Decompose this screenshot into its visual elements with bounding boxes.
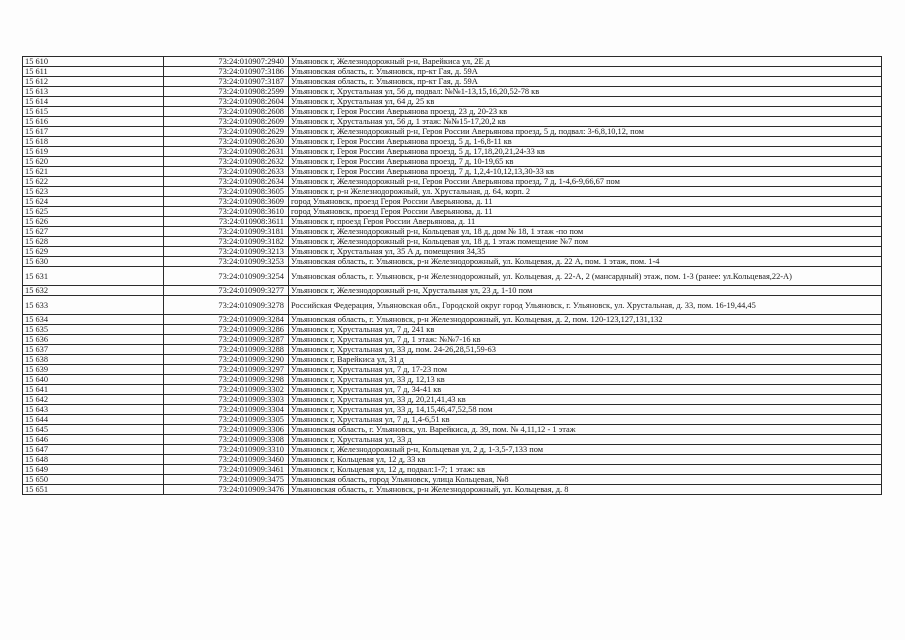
address-cell: Ульяновск г, Героя России Аверьянова проезд, 5 д, 17,18,20,21,24-33 кв — [289, 147, 882, 157]
address-cell: Ульяновск г, Хрустальная ул, 7 д, 34-41 кв — [289, 385, 882, 395]
cadastral-number-cell: 73:24:010908:2634 — [164, 177, 289, 187]
cadastral-number-cell: 73:24:010909:3181 — [164, 227, 289, 237]
table-row — [23, 485, 882, 495]
row-number-cell: 15 644 — [23, 415, 164, 425]
table-row — [23, 87, 882, 97]
registry-table — [22, 56, 882, 495]
cadastral-number-cell: 73:24:010907:3186 — [164, 67, 289, 77]
table-row — [23, 435, 882, 445]
address-cell: город Ульяновск, проезд Героя России Аверьянова, д. 11 — [289, 197, 882, 207]
cadastral-number-cell: 73:24:010908:2599 — [164, 87, 289, 97]
row-number-cell: 15 626 — [23, 217, 164, 227]
row-number-cell: 15 616 — [23, 117, 164, 127]
table-row — [23, 207, 882, 217]
row-number-cell: 15 621 — [23, 167, 164, 177]
row-number-cell: 15 634 — [23, 315, 164, 325]
address-cell: Ульяновская область, г. Ульяновск, пр-кт Гая, д. 59А — [289, 77, 882, 87]
address-cell: город Ульяновск, проезд Героя России Аверьянова, д. 11 — [289, 207, 882, 217]
address-cell: Ульяновск г, Железнодорожный р-н, Героя России Аверьянова проезд, 5 д, подвал: 3-6,8,10,12, пом — [289, 127, 882, 137]
address-cell: Ульяновск г, Героя России Аверьянова проезд, 23 д, 20-23 кв — [289, 107, 882, 117]
cadastral-number-cell: 73:24:010909:3182 — [164, 237, 289, 247]
row-number-cell: 15 643 — [23, 405, 164, 415]
cadastral-number-cell: 73:24:010909:3475 — [164, 475, 289, 485]
row-number-cell: 15 617 — [23, 127, 164, 137]
cadastral-number-cell: 73:24:010909:3306 — [164, 425, 289, 435]
address-cell: Ульяновск г, Кольцевая ул, 12 д, подвал:1-7; 1 этаж: кв — [289, 465, 882, 475]
cadastral-number-cell: 73:24:010909:3460 — [164, 455, 289, 465]
row-number-cell: 15 637 — [23, 345, 164, 355]
table-row — [23, 177, 882, 187]
cadastral-number-cell: 73:24:010909:3286 — [164, 325, 289, 335]
address-cell: Ульяновск г, Железнодорожный р-н, Кольцевая ул, 18 д, дом № 18, 1 этаж -по пом — [289, 227, 882, 237]
registry-table-body — [23, 57, 882, 495]
table-row — [23, 127, 882, 137]
table-row — [23, 395, 882, 405]
cadastral-number-cell: 73:24:010909:3213 — [164, 247, 289, 257]
address-cell: Ульяновск г, Железнодорожный р-н, Кольцевая ул, 2 д, 1-3,5-7,133 пом — [289, 445, 882, 455]
address-cell: Ульяновск г, р-н Железнодорожный, ул. Хрустальная, д. 64, корп. 2 — [289, 187, 882, 197]
cadastral-number-cell: 73:24:010909:3305 — [164, 415, 289, 425]
address-cell: Ульяновская область, г. Ульяновск, р-н Железнодорожный, ул. Кольцевая, д. 2, пом. 120-123,127,131,132 — [289, 315, 882, 325]
table-row — [23, 355, 882, 365]
address-cell: Ульяновск г, Хрустальная ул, 35 А д, помещения 34,35 — [289, 247, 882, 257]
row-number-cell: 15 620 — [23, 157, 164, 167]
row-number-cell: 15 611 — [23, 67, 164, 77]
address-cell: Ульяновск г, Хрустальная ул, 7 д, 241 кв — [289, 325, 882, 335]
table-row — [23, 445, 882, 455]
cadastral-number-cell: 73:24:010908:3611 — [164, 217, 289, 227]
row-number-cell: 15 615 — [23, 107, 164, 117]
address-cell: Ульяновск г, Хрустальная ул, 56 д, 1 этаж: №№15-17,20,2 кв — [289, 117, 882, 127]
table-row — [23, 257, 882, 267]
row-number-cell: 15 625 — [23, 207, 164, 217]
cadastral-number-cell: 73:24:010909:3310 — [164, 445, 289, 455]
address-cell: Ульяновск г, Хрустальная ул, 33 д, 14,15,46,47,52,58 пом — [289, 405, 882, 415]
address-cell: Ульяновск г, Хрустальная ул, 7 д, 1 этаж: №№7-16 кв — [289, 335, 882, 345]
cadastral-number-cell: 73:24:010908:2608 — [164, 107, 289, 117]
cadastral-number-cell: 73:24:010909:3302 — [164, 385, 289, 395]
table-row — [23, 415, 882, 425]
table-row — [23, 97, 882, 107]
address-cell: Ульяновск г, Героя России Аверьянова проезд, 7 д, 10-19,65 кв — [289, 157, 882, 167]
table-row — [23, 67, 882, 77]
address-cell: Ульяновск г, Хрустальная ул, 56 д, подвал: №№1-13,15,16,20,52-78 кв — [289, 87, 882, 97]
table-row — [23, 296, 882, 315]
row-number-cell: 15 613 — [23, 87, 164, 97]
address-cell: Ульяновск г, Железнодорожный р-н, Варейкиса ул, 2Е д — [289, 57, 882, 67]
cadastral-number-cell: 73:24:010909:3308 — [164, 435, 289, 445]
row-number-cell: 15 642 — [23, 395, 164, 405]
cadastral-number-cell: 73:24:010909:3253 — [164, 257, 289, 267]
table-row — [23, 365, 882, 375]
address-cell: Ульяновск г, проезд Героя России Аверьянова, д. 11 — [289, 217, 882, 227]
cadastral-number-cell: 73:24:010909:3461 — [164, 465, 289, 475]
row-number-cell: 15 619 — [23, 147, 164, 157]
address-cell: Ульяновск г, Хрустальная ул, 64 д, 25 кв — [289, 97, 882, 107]
table-row — [23, 325, 882, 335]
address-cell: Ульяновск г, Железнодорожный р-н, Героя России Аверьянова проезд, 7 д, 1-4,6-9,66,67 пом — [289, 177, 882, 187]
cadastral-number-cell: 73:24:010908:2629 — [164, 127, 289, 137]
row-number-cell: 15 648 — [23, 455, 164, 465]
cadastral-number-cell: 73:24:010908:2632 — [164, 157, 289, 167]
table-row — [23, 405, 882, 415]
table-row — [23, 465, 882, 475]
table-row — [23, 197, 882, 207]
address-cell: Российская Федерация, Ульяновская обл., Городской округ город Ульяновск, г. Ульяновск, ул. Хрустальная, д. 33, пом. 16-19,44,45 — [289, 296, 882, 315]
address-cell: Ульяновск г, Героя России Аверьянова проезд, 7 д, 1,2,4-10,12,13,30-33 кв — [289, 167, 882, 177]
table-row — [23, 247, 882, 257]
row-number-cell: 15 624 — [23, 197, 164, 207]
table-row — [23, 315, 882, 325]
row-number-cell: 15 633 — [23, 296, 164, 315]
cadastral-number-cell: 73:24:010908:2604 — [164, 97, 289, 107]
row-number-cell: 15 612 — [23, 77, 164, 87]
table-row — [23, 345, 882, 355]
address-cell: Ульяновск г, Железнодорожный р-н, Кольцевая ул, 18 д, 1 этаж помещение №7 пом — [289, 237, 882, 247]
cadastral-number-cell: 73:24:010909:3254 — [164, 267, 289, 286]
table-row — [23, 57, 882, 67]
row-number-cell: 15 639 — [23, 365, 164, 375]
table-row — [23, 335, 882, 345]
address-cell: Ульяновск г, Героя России Аверьянова проезд, 5 д, 1-6,8-11 кв — [289, 137, 882, 147]
address-cell: Ульяновская область, г. Ульяновск, ул. Варейкиса, д. 39, пом. № 4,11,12 - 1 этаж — [289, 425, 882, 435]
row-number-cell: 15 631 — [23, 267, 164, 286]
table-row — [23, 157, 882, 167]
address-cell: Ульяновская область, г. Ульяновск, р-н Железнодорожный, ул. Кольцевая, д. 22 А, пом. 1 этаж, пом. 1-4 — [289, 257, 882, 267]
address-cell: Ульяновск г, Варейкиса ул, 31 д — [289, 355, 882, 365]
address-cell: Ульяновск г, Хрустальная ул, 33 д, пом. 24-26,28,51,59-63 — [289, 345, 882, 355]
row-number-cell: 15 629 — [23, 247, 164, 257]
table-row — [23, 385, 882, 395]
table-row — [23, 237, 882, 247]
cadastral-number-cell: 73:24:010909:3284 — [164, 315, 289, 325]
table-row — [23, 147, 882, 157]
row-number-cell: 15 649 — [23, 465, 164, 475]
table-row — [23, 286, 882, 296]
cadastral-number-cell: 73:24:010908:3605 — [164, 187, 289, 197]
table-row — [23, 455, 882, 465]
table-row — [23, 77, 882, 87]
row-number-cell: 15 650 — [23, 475, 164, 485]
cadastral-number-cell: 73:24:010909:3277 — [164, 286, 289, 296]
row-number-cell: 15 636 — [23, 335, 164, 345]
cadastral-number-cell: 73:24:010909:3290 — [164, 355, 289, 365]
row-number-cell: 15 635 — [23, 325, 164, 335]
address-cell: Ульяновск г, Хрустальная ул, 7 д, 17-23 пом — [289, 365, 882, 375]
row-number-cell: 15 632 — [23, 286, 164, 296]
cadastral-number-cell: 73:24:010909:3278 — [164, 296, 289, 315]
address-cell: Ульяновская область, город Ульяновск, улица Кольцевая, №8 — [289, 475, 882, 485]
address-cell: Ульяновск г, Хрустальная ул, 33 д — [289, 435, 882, 445]
table-row — [23, 375, 882, 385]
row-number-cell: 15 647 — [23, 445, 164, 455]
table-row — [23, 227, 882, 237]
row-number-cell: 15 638 — [23, 355, 164, 365]
cadastral-number-cell: 73:24:010908:2633 — [164, 167, 289, 177]
cadastral-number-cell: 73:24:010909:3304 — [164, 405, 289, 415]
table-row — [23, 137, 882, 147]
row-number-cell: 15 618 — [23, 137, 164, 147]
cadastral-number-cell: 73:24:010909:3476 — [164, 485, 289, 495]
row-number-cell: 15 645 — [23, 425, 164, 435]
row-number-cell: 15 640 — [23, 375, 164, 385]
row-number-cell: 15 646 — [23, 435, 164, 445]
cadastral-number-cell: 73:24:010909:3298 — [164, 375, 289, 385]
address-cell: Ульяновск г, Кольцевая ул, 12 д, 33 кв — [289, 455, 882, 465]
row-number-cell: 15 627 — [23, 227, 164, 237]
address-cell: Ульяновская область, г. Ульяновск, р-н Железнодорожный, ул. Кольцевая, д. 22-А, 2 (мансардный) этаж, пом. 1-3 (ранее: ул.Кольцевая,22-А) — [289, 267, 882, 286]
cadastral-number-cell: 73:24:010909:3303 — [164, 395, 289, 405]
cadastral-number-cell: 73:24:010908:2630 — [164, 137, 289, 147]
cadastral-number-cell: 73:24:010908:2609 — [164, 117, 289, 127]
table-row — [23, 425, 882, 435]
row-number-cell: 15 628 — [23, 237, 164, 247]
cadastral-number-cell: 73:24:010908:3610 — [164, 207, 289, 217]
table-row — [23, 187, 882, 197]
address-cell: Ульяновская область, г. Ульяновск, пр-кт Гая, д. 59А — [289, 67, 882, 77]
row-number-cell: 15 651 — [23, 485, 164, 495]
cadastral-number-cell: 73:24:010909:3297 — [164, 365, 289, 375]
row-number-cell: 15 610 — [23, 57, 164, 67]
row-number-cell: 15 623 — [23, 187, 164, 197]
address-cell: Ульяновск г, Хрустальная ул, 7 д, 1,4-6,51 кв — [289, 415, 882, 425]
cadastral-number-cell: 73:24:010907:2940 — [164, 57, 289, 67]
address-cell: Ульяновск г, Хрустальная ул, 33 д, 20,21,41,43 кв — [289, 395, 882, 405]
cadastral-number-cell: 73:24:010909:3287 — [164, 335, 289, 345]
row-number-cell: 15 614 — [23, 97, 164, 107]
address-cell: Ульяновская область, г. Ульяновск, р-н Железнодорожный, ул. Кольцевая, д. 8 — [289, 485, 882, 495]
row-number-cell: 15 622 — [23, 177, 164, 187]
table-row — [23, 475, 882, 485]
table-row — [23, 267, 882, 286]
cadastral-number-cell: 73:24:010909:3288 — [164, 345, 289, 355]
table-row — [23, 217, 882, 227]
address-cell: Ульяновск г, Хрустальная ул, 33 д, 12,13 кв — [289, 375, 882, 385]
table-row — [23, 107, 882, 117]
address-cell: Ульяновск г, Железнодорожный р-н, Хрустальная ул, 23 д, 1-10 пом — [289, 286, 882, 296]
cadastral-number-cell: 73:24:010907:3187 — [164, 77, 289, 87]
table-row — [23, 117, 882, 127]
row-number-cell: 15 641 — [23, 385, 164, 395]
table-row — [23, 167, 882, 177]
row-number-cell: 15 630 — [23, 257, 164, 267]
cadastral-number-cell: 73:24:010908:3609 — [164, 197, 289, 207]
cadastral-number-cell: 73:24:010908:2631 — [164, 147, 289, 157]
